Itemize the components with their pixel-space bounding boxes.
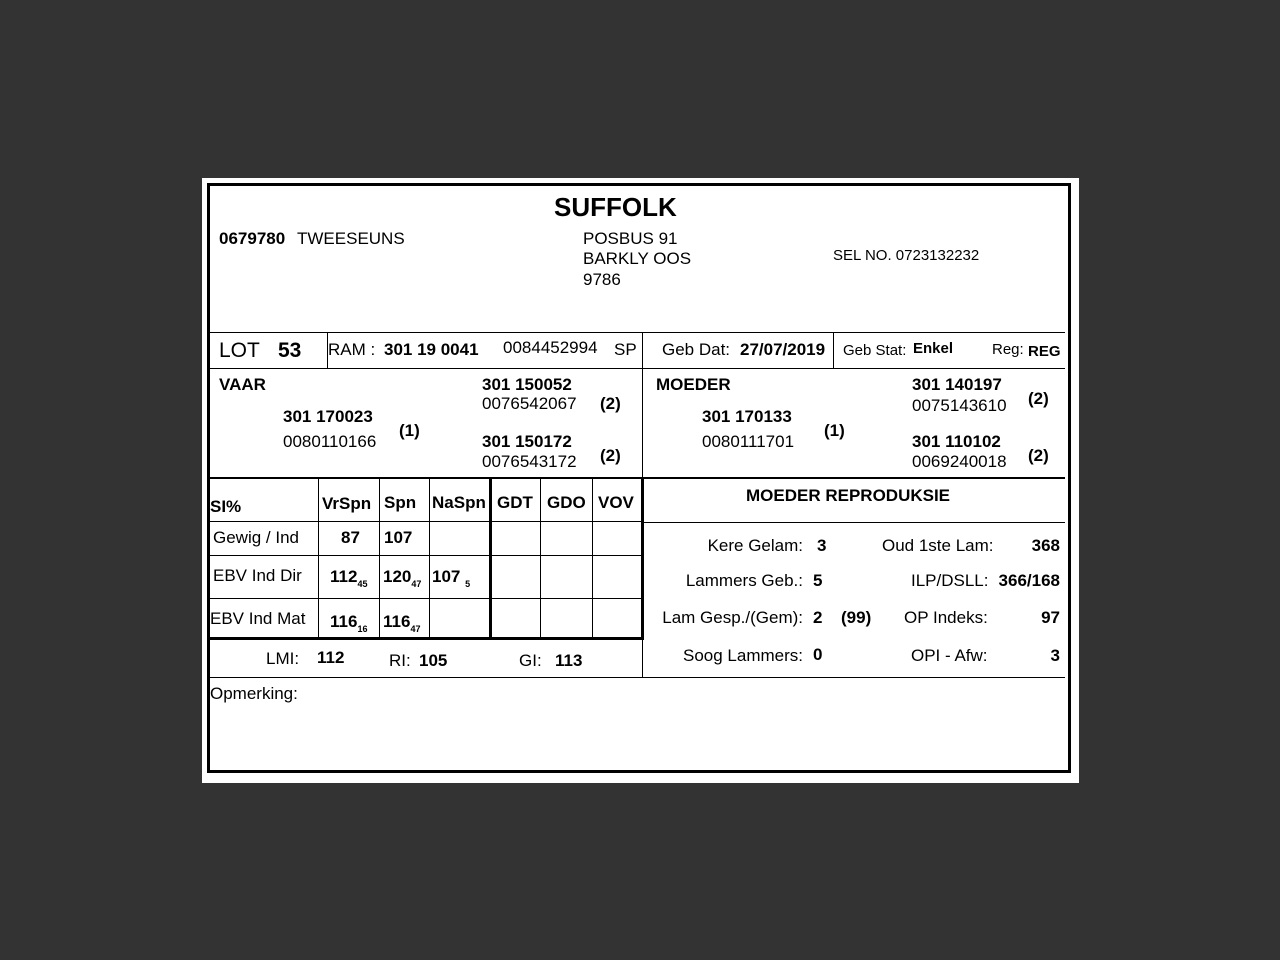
lot-number: 53	[278, 339, 302, 362]
dam-sire-id: 301 140197	[912, 375, 1002, 394]
dam-sire-generation: (2)	[1028, 389, 1049, 408]
lot-row-bottom-rule	[210, 368, 1065, 369]
lmi-label: LMI:	[266, 649, 300, 668]
reg-label: Reg:	[992, 341, 1024, 358]
geb-stat-divider	[833, 332, 834, 368]
sire-generation: (1)	[399, 421, 420, 440]
perf-spn-value: $120_{47}$	[383, 567, 422, 589]
oud-label: Oud 1ste Lam:	[882, 536, 994, 555]
dam-registration: 0080111701	[702, 432, 795, 451]
perf-header-spn: Spn	[384, 493, 417, 512]
breeder-name: TWEESEUNS	[297, 229, 405, 248]
perf-vrspn-value: $112_{45}$	[330, 567, 368, 589]
lot-label: LOT	[219, 339, 260, 362]
perf-row-label: Gewig / Ind	[213, 528, 299, 547]
perf-col-divider-7	[641, 479, 644, 639]
ram-label: RAM :	[328, 340, 376, 359]
perf-header-rule	[210, 521, 642, 522]
breeder-number: 0679780	[219, 229, 286, 248]
perf-vrspn-value: 87	[341, 528, 360, 547]
kere-value: 3	[817, 536, 827, 555]
ri-value: 105	[419, 651, 448, 670]
ram-grade: SP	[614, 340, 637, 359]
perf-col-divider-2	[379, 479, 380, 639]
sire-id: 301 170023	[283, 407, 373, 426]
address-line-1: POSBUS 91	[583, 229, 678, 248]
perf-spn-value: $116_{47}$	[383, 612, 421, 634]
repro-title-rule	[644, 522, 1065, 523]
perf-header-vrspn: VrSpn	[322, 494, 372, 513]
stats-bottom-rule	[210, 677, 1065, 678]
gem-value: (99)	[841, 608, 872, 627]
gesp-value: 2	[813, 608, 823, 627]
dam-sire-registration: 0075143610	[912, 396, 1007, 415]
ri-label: RI:	[389, 651, 411, 670]
soog-label: Soog Lammers:	[683, 646, 803, 665]
gesp-label: Lam Gesp./(Gem):	[662, 608, 803, 627]
ilp-label: ILP/DSLL:	[911, 571, 989, 590]
birth-date-label: Geb Dat:	[662, 340, 731, 359]
ram-registration: 0084452994	[503, 338, 598, 357]
perf-row-label: EBV Ind Mat	[210, 609, 306, 628]
dam-id: 301 170133	[702, 407, 792, 426]
perf-row2-rule	[210, 598, 642, 599]
pedigree-bottom-rule	[210, 477, 1065, 479]
reg-value: REG	[1028, 343, 1061, 360]
lmi-value: 112	[317, 648, 345, 667]
sire-sire-registration: 0076542067	[482, 394, 577, 413]
sire-dam-id: 301 150172	[482, 432, 572, 451]
gi-value: 113	[555, 651, 583, 670]
perf-spn-value: 107	[384, 528, 413, 547]
dam-label: MOEDER	[656, 375, 731, 394]
repro-title: MOEDER REPRODUKSIE	[746, 486, 951, 505]
dam-generation: (1)	[824, 421, 845, 440]
opi-label: OPI - Afw:	[911, 646, 988, 665]
sire-dam-generation: (2)	[600, 446, 621, 465]
perf-col-divider-1	[318, 479, 319, 639]
op-value: 97	[1041, 608, 1060, 627]
sire-sire-id: 301 150052	[482, 375, 572, 394]
perf-row-label: EBV Ind Dir	[213, 566, 302, 585]
perf-header-si: SI%	[210, 497, 242, 516]
perf-row1-rule	[210, 555, 642, 556]
perf-header-gdo: GDO	[547, 493, 586, 512]
lot-row-top-rule	[210, 332, 1065, 333]
oud-value: 368	[1031, 536, 1060, 555]
sire-registration: 0080110166	[283, 432, 377, 451]
perf-bottom-rule	[210, 637, 644, 640]
perf-header-naspn: NaSpn	[432, 493, 486, 512]
dam-dam-id: 301 110102	[912, 432, 1001, 451]
address-line-2: BARKLY OOS	[583, 249, 692, 268]
op-label: OP Indeks:	[904, 608, 988, 627]
birth-status-label: Geb Stat:	[843, 342, 907, 359]
perf-col-divider-4	[489, 479, 492, 639]
phone-number: SEL NO. 0723132232	[833, 247, 980, 264]
soog-value: 0	[813, 645, 823, 664]
remarks-label: Opmerking:	[210, 684, 298, 703]
breed-title: SUFFOLK	[554, 192, 677, 222]
sire-sire-generation: (2)	[600, 394, 621, 413]
perf-col-divider-5	[540, 479, 541, 639]
dam-dam-generation: (2)	[1028, 446, 1049, 465]
address-line-3: 9786	[583, 270, 621, 289]
opi-value: 3	[1050, 646, 1060, 665]
geb-value: 5	[813, 571, 823, 590]
perf-header-vov: VOV	[598, 493, 634, 512]
ram-id: 301 19 0041	[384, 340, 479, 359]
gi-label: GI:	[519, 651, 542, 670]
birth-date: 27/07/2019	[740, 340, 826, 359]
perf-col-divider-3	[429, 479, 430, 639]
perf-col-divider-6	[592, 479, 593, 639]
sire-label: VAAR	[219, 375, 266, 394]
geb-label: Lammers Geb.:	[685, 571, 803, 590]
dam-dam-registration: 0069240018	[912, 452, 1007, 471]
perf-naspn-value: 107 $_5$	[432, 567, 471, 589]
perf-header-gdt: GDT	[497, 493, 533, 512]
ilp-value: 366/168	[998, 571, 1060, 590]
kere-label: Kere Gelam:	[707, 536, 803, 555]
sire-dam-registration: 0076543172	[482, 452, 577, 471]
perf-vrspn-value: $116_{16}$	[330, 612, 368, 634]
birth-status: Enkel	[913, 340, 954, 357]
